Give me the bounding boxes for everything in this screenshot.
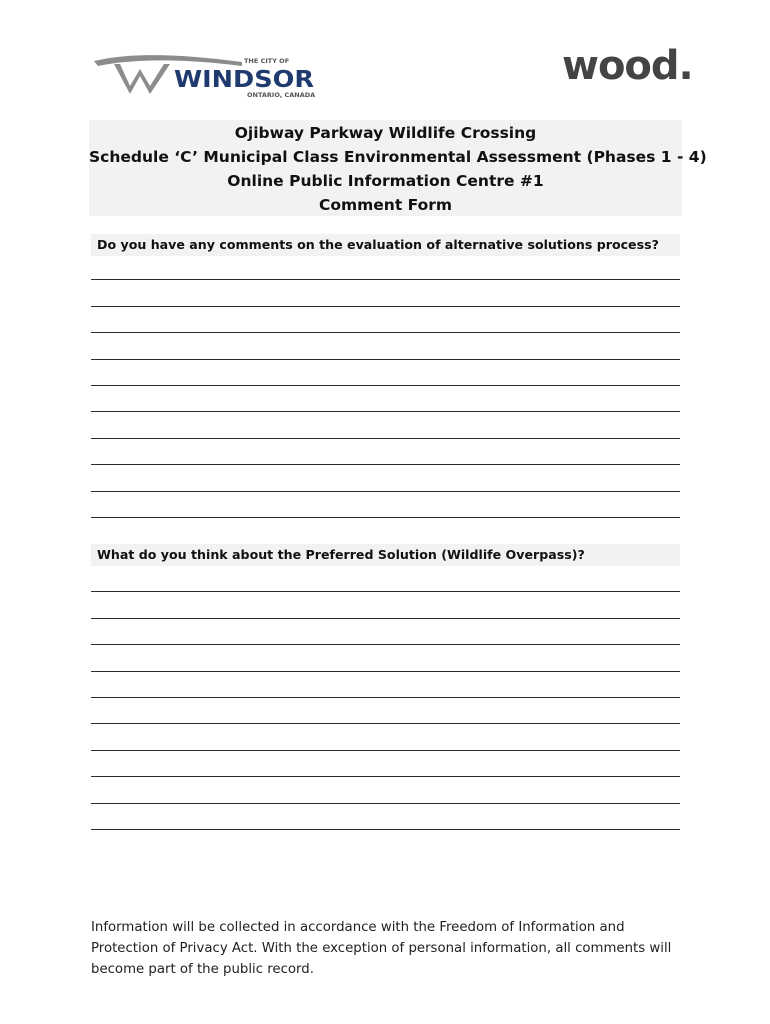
form-title-block [89,120,707,216]
answer-line[interactable] [91,804,680,830]
windsor-logo-line3: ONTARIO, CANADA [247,91,316,99]
answer-line[interactable] [91,592,680,618]
answer-line[interactable] [91,412,680,438]
wood-logo: wood. [562,43,693,89]
answer-line[interactable] [91,777,680,803]
answer-line[interactable] [91,465,680,491]
windsor-logo-line2: WINDSOR [174,67,315,93]
question-2-label: What do you think about the Preferred Solution (Wildlife Overpass)? [91,544,680,566]
title-schedule: Schedule ‘C’ Municipal Class Environmental Assessment (Phases 1 - 4) [89,148,707,166]
answer-line[interactable] [91,672,680,698]
answer-line[interactable] [91,645,680,671]
answer-line[interactable] [91,360,680,386]
question-1-label: Do you have any comments on the evaluation of alternative solutions process? [91,234,680,256]
answer-line[interactable] [91,280,680,306]
question-1-answer-area[interactable] [91,254,680,518]
answer-line[interactable] [91,254,680,280]
title-pic: Online Public Information Centre #1 [227,172,544,190]
answer-line[interactable] [91,333,680,359]
answer-line[interactable] [91,724,680,750]
answer-line[interactable] [91,698,680,724]
windsor-logo-line1: THE CITY OF [244,57,290,65]
answer-line[interactable] [91,751,680,777]
answer-line[interactable] [91,386,680,412]
answer-line[interactable] [91,492,680,518]
answer-line[interactable] [91,439,680,465]
answer-line[interactable] [91,566,680,592]
city-of-windsor-logo [92,52,318,100]
windsor-w-script-shape [114,64,170,94]
title-project-name: Ojibway Parkway Wildlife Crossing [234,124,537,142]
answer-line[interactable] [91,307,680,333]
answer-line[interactable] [91,619,680,645]
question-2-answer-area[interactable] [91,566,680,830]
title-comment-form: Comment Form [318,196,453,214]
privacy-notice: Information will be collected in accordance with the Freedom of Information and Protection of Privacy Act. With the exception of personal information, all comments will become part of the public record. [91,920,672,977]
